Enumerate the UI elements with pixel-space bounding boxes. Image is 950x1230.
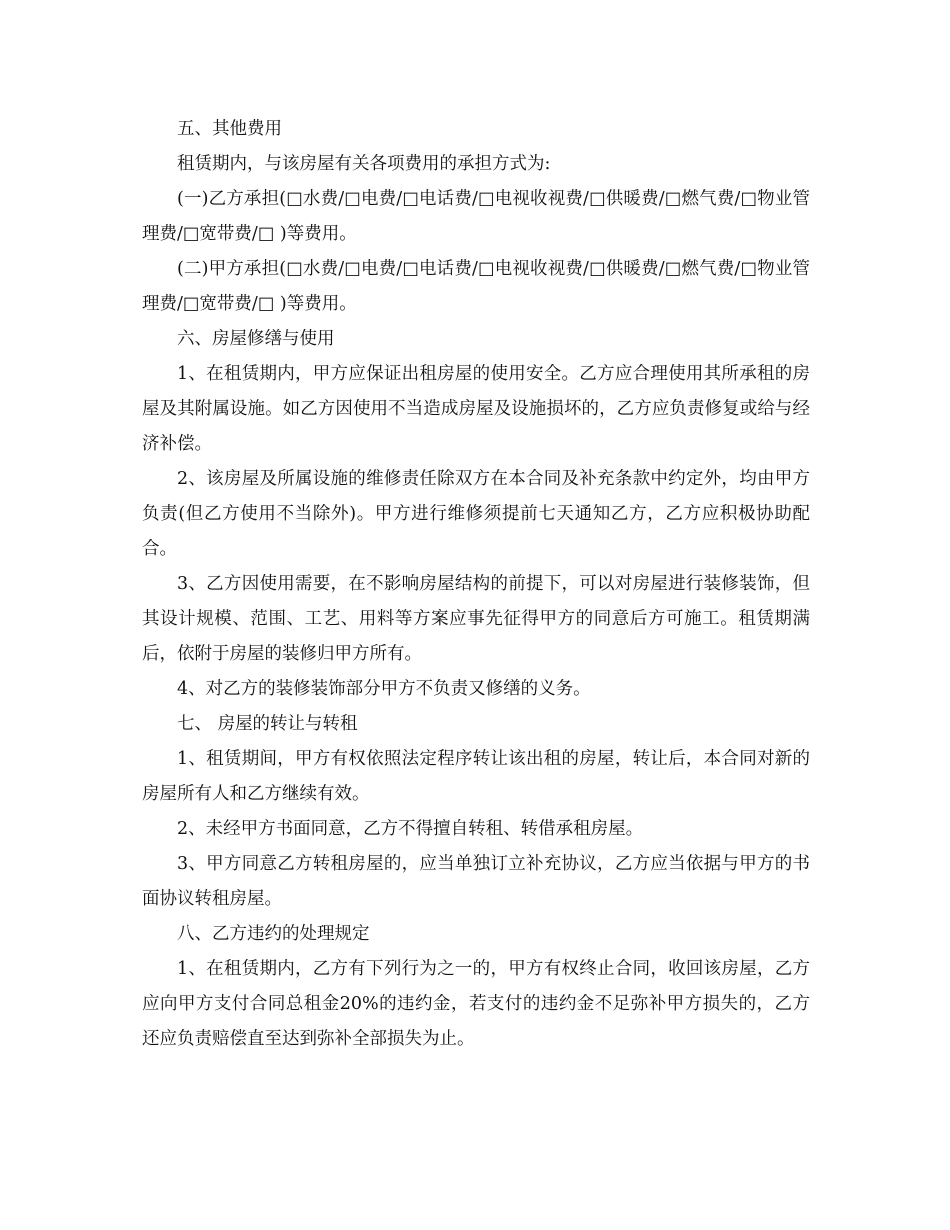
paragraph-transfer-2: 2、未经甲方书面同意，乙方不得擅自转租、转借承租房屋。 bbox=[177, 819, 644, 839]
paragraph-party-b-fees: (一)乙方承担(□水费/□电费/□电话费/□电视收视费/□供暖费/□燃气费/□物业管理费/□宽带费/□ )等费用。 bbox=[142, 189, 810, 244]
document-body bbox=[142, 112, 810, 1057]
paragraph-repair-2: 2、该房屋及所属设施的维修责任除双方在本合同及补充条款中约定外，均由甲方负责(但乙方使用不当除外)。甲方进行维修须提前七天通知乙方，乙方应积极协助配合。 bbox=[142, 469, 810, 559]
paragraph-fee-intro: 租赁期内，与该房屋有关各项费用的承担方式为: bbox=[177, 154, 551, 174]
paragraph-repair-3: 3、乙方因使用需要，在不影响房屋结构的前提下，可以对房屋进行装修装饰，但其设计规模、范围、工艺、用料等方案应事先征得甲方的同意后方可施工。租赁期满后，依附于房屋的装修归甲方所有。 bbox=[142, 574, 810, 664]
paragraph-repair-4: 4、对乙方的装修装饰部分甲方不负责又修缮的义务。 bbox=[177, 679, 591, 699]
paragraph-repair-1: 1、在租赁期内，甲方应保证出租房屋的使用安全。乙方应合理使用其所承租的房屋及其附属设施。如乙方因使用不当造成房屋及设施损坏的，乙方应负责修复或给与经济补偿。 bbox=[142, 364, 810, 454]
section-heading-repair-use: 六、房屋修缮与使用 bbox=[177, 329, 335, 349]
section-heading-party-b-breach: 八、乙方违约的处理规定 bbox=[177, 924, 370, 944]
paragraph-transfer-3: 3、甲方同意乙方转租房屋的，应当单独订立补充协议，乙方应当依据与甲方的书面协议转租房屋。 bbox=[142, 854, 810, 909]
paragraph-transfer-1: 1、租赁期间，甲方有权依照法定程序转让该出租的房屋，转让后，本合同对新的房屋所有人和乙方继续有效。 bbox=[142, 749, 810, 804]
paragraph-party-a-fees: (二)甲方承担(□水费/□电费/□电话费/□电视收视费/□供暖费/□燃气费/□物业管理费/□宽带费/□ )等费用。 bbox=[142, 259, 810, 314]
section-heading-transfer-sublease: 七、 房屋的转让与转租 bbox=[177, 714, 358, 734]
section-heading-other-fees: 五、其他费用 bbox=[177, 119, 282, 139]
paragraph-breach-1: 1、在租赁期内，乙方有下列行为之一的，甲方有权终止合同，收回该房屋，乙方应向甲方支付合同总租金20%的违约金，若支付的违约金不足弥补甲方损失的，乙方还应负责赔偿直至达到弥补全部损失为止。 bbox=[142, 959, 810, 1049]
